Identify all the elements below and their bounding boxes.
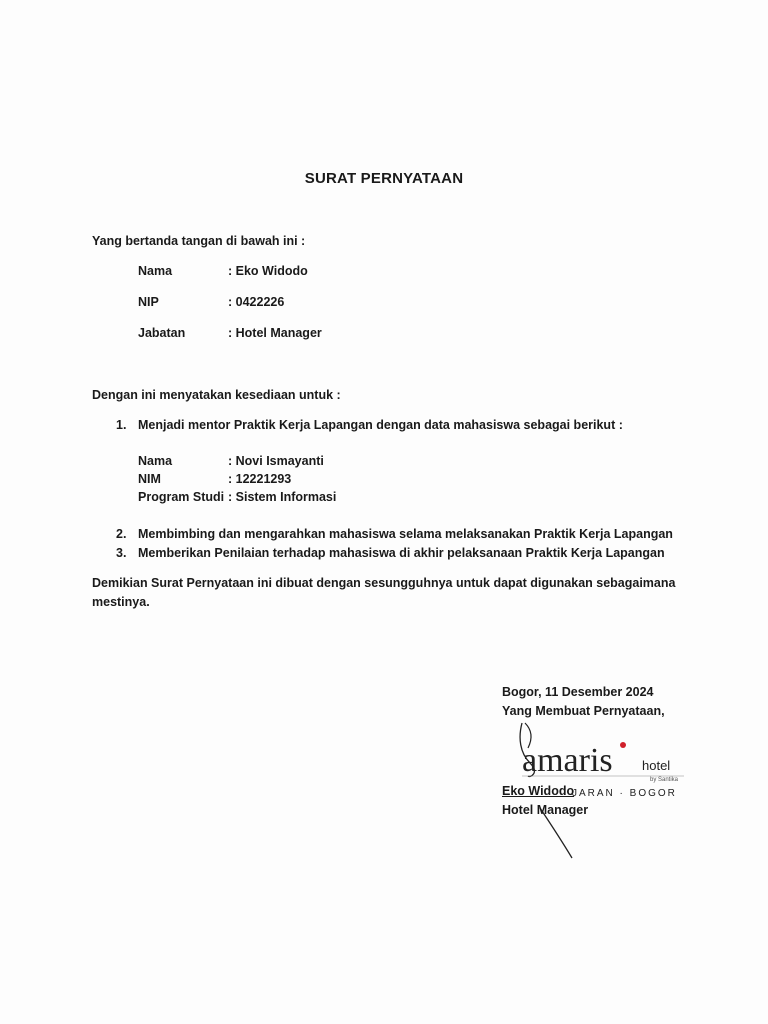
student-nim-value: : 12221293 — [228, 472, 292, 486]
place-date: Bogor, 11 Desember 2024 — [502, 685, 654, 699]
item-2-number: 2. — [116, 527, 127, 541]
stamp-location: JARAN · BOGOR — [572, 788, 677, 799]
logo-suffix: hotel — [642, 758, 671, 773]
signer-position-value: : Hotel Manager — [228, 326, 322, 340]
maker-label: Yang Membuat Pernyataan, — [502, 704, 665, 718]
closing-text-line1: Demikian Surat Pernyataan ini dibuat dengan sesungguhnya untuk dapat digunakan sebagaimana — [92, 576, 676, 590]
student-name-label: Nama — [138, 454, 173, 468]
signer-position-signature: Hotel Manager — [502, 803, 589, 817]
closing-text-line2: mestinya. — [92, 595, 150, 609]
statement-intro: Dengan ini menyatakan kesediaan untuk : — [92, 388, 341, 402]
item-1-number: 1. — [116, 418, 127, 432]
document-title: SURAT PERNYATAAN — [304, 170, 464, 187]
signer-name-label: Nama — [138, 264, 173, 278]
signer-nip-label: NIP — [138, 295, 159, 309]
logo-tagline: by Santika — [650, 777, 679, 783]
student-program-value: : Sistem Informasi — [228, 490, 337, 504]
item-3-text: Memberikan Penilaian terhadap mahasiswa di akhir pelaksanaan Praktik Kerja Lapangan — [138, 546, 665, 560]
item-2-text: Membimbing dan mengarahkan mahasiswa selama melaksanakan Praktik Kerja Lapangan — [138, 527, 673, 541]
student-nim-label: NIM — [138, 472, 161, 486]
student-program-label: Program Studi — [138, 490, 225, 504]
signer-position-label: Jabatan — [138, 326, 186, 340]
intro-text: Yang bertanda tangan di bawah ini : — [92, 234, 306, 248]
item-1-text: Menjadi mentor Praktik Kerja Lapangan dengan data mahasiswa sebagai berikut : — [138, 418, 623, 432]
logo-wordmark: amaris — [522, 742, 613, 779]
signer-nip-value: : 0422226 — [228, 295, 285, 309]
signer-name-signature: Eko Widodo — [502, 784, 575, 798]
signer-name-value: : Eko Widodo — [228, 264, 308, 278]
item-3-number: 3. — [116, 546, 127, 560]
student-name-value: : Novi Ismayanti — [228, 454, 324, 468]
